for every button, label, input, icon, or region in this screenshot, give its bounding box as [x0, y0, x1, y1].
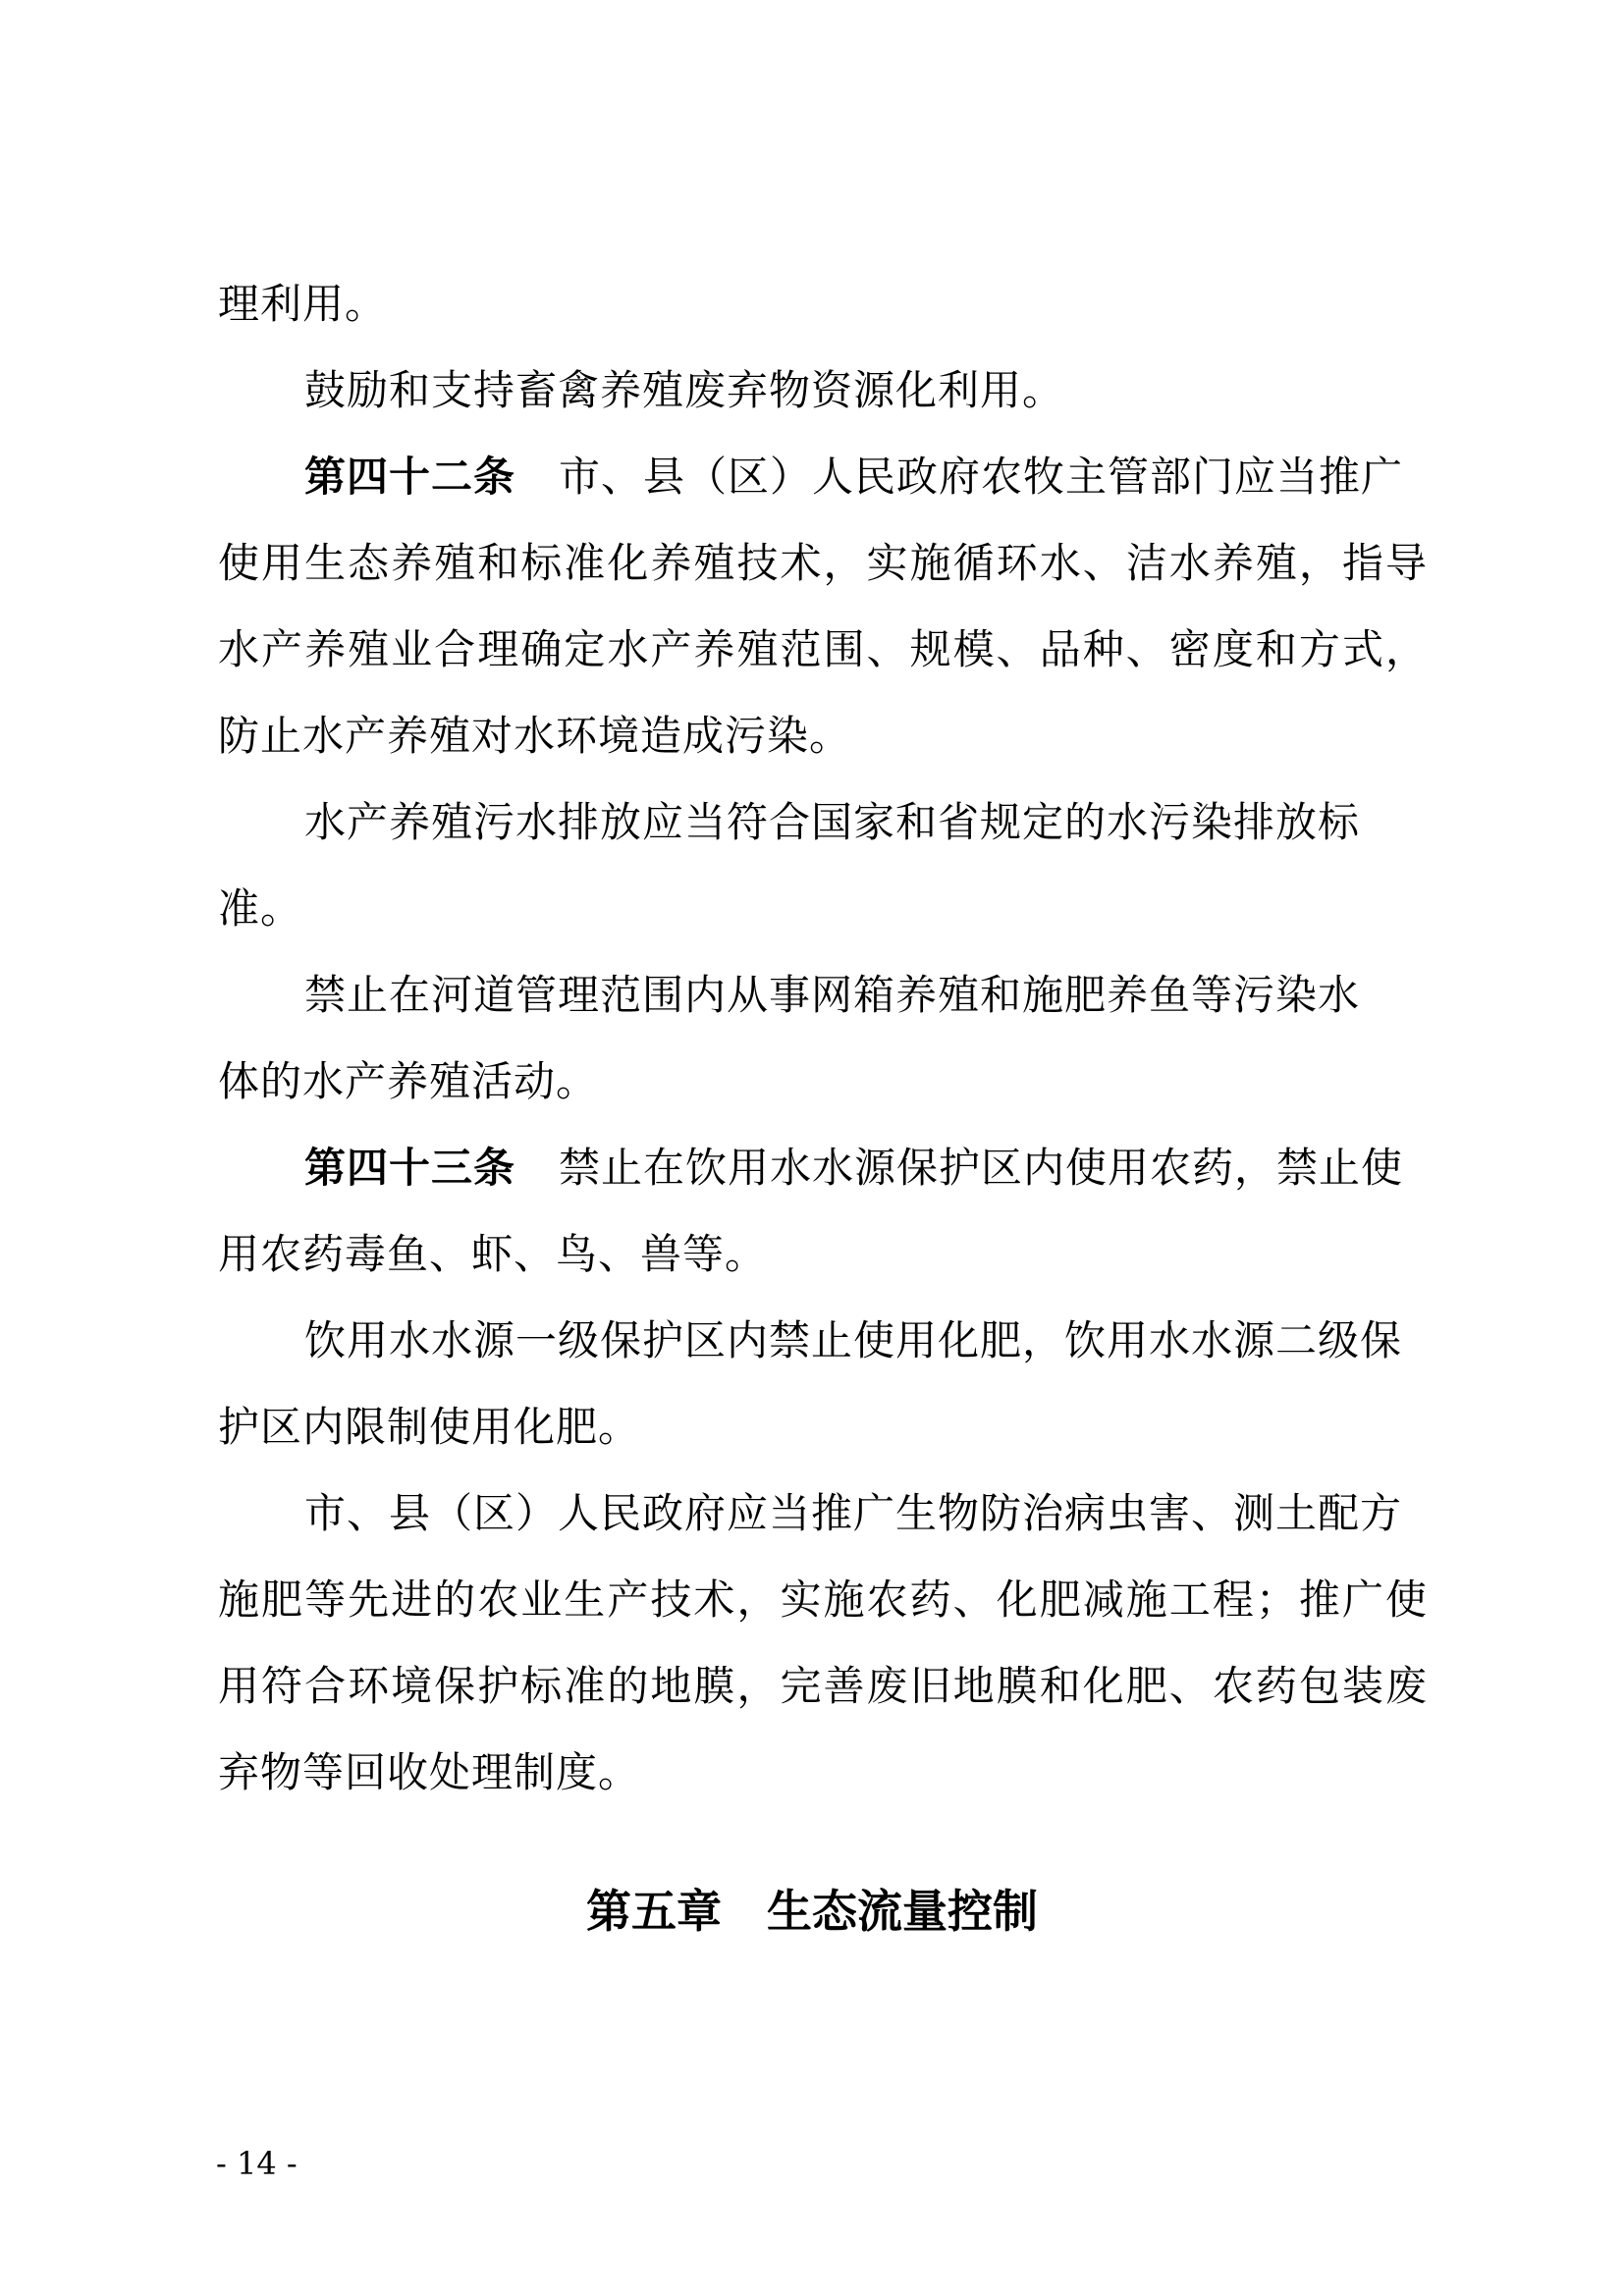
paragraph-line: 市、县（区）人民政府农牧主管部门应当推广 [559, 453, 1404, 501]
document-body [218, 261, 1428, 1816]
page-number: - 14 - [216, 2145, 298, 2182]
paragraph-line: 市、县（区）人民政府应当推广生物防治病虫害、测土配方 [304, 1489, 1403, 1537]
paragraph-line: 用农药毒鱼、虾、鸟、兽等。 [218, 1230, 768, 1278]
paragraph-line: 禁止在河道管理范围内从事网箱养殖和施肥养鱼等污染水 [304, 971, 1361, 1019]
paragraph-line: 准。 [218, 884, 303, 933]
article-heading-line [218, 1125, 1428, 1211]
article-number: 第四十二条 [304, 453, 516, 501]
paragraph-line: 禁止在饮用水水源保护区内使用农药，禁止使 [559, 1144, 1404, 1192]
paragraph-line: 用符合环境保护标准的地膜，完善废旧地膜和化肥、农药包装废 [218, 1662, 1428, 1710]
paragraph-line: 使用生态养殖和标准化养殖技术，实施循环水、洁水养殖，指导 [218, 539, 1428, 587]
paragraph-line: 鼓励和支持畜禽养殖废弃物资源化利用。 [304, 366, 1065, 414]
paragraph-line: 施肥等先进的农业生产技术，实施农药、化肥减施工程；推广使 [218, 1575, 1428, 1624]
paragraph-line: 水产养殖业合理确定水产养殖范围、规模、品种、密度和方式， [218, 625, 1428, 673]
chapter-title: 生态流量控制 [767, 1885, 1038, 1938]
paragraph-line: 弃物等回收处理制度。 [218, 1748, 641, 1796]
paragraph-line: 饮用水水源一级保护区内禁止使用化肥，饮用水水源二级保 [304, 1316, 1403, 1364]
paragraph-line: 体的水产养殖活动。 [218, 1057, 599, 1105]
paragraph-line: 理利用。 [218, 280, 388, 328]
paragraph-line: 防止水产养殖对水环境造成污染。 [218, 712, 852, 760]
paragraph-line: 护区内限制使用化肥。 [218, 1403, 641, 1451]
chapter-heading [0, 1877, 1624, 1946]
article-heading-line [218, 434, 1428, 520]
article-number: 第四十三条 [304, 1144, 516, 1192]
chapter-number: 第五章 [586, 1885, 722, 1938]
paragraph-line: 水产养殖污水排放应当符合国家和省规定的水污染排放标 [304, 798, 1361, 846]
